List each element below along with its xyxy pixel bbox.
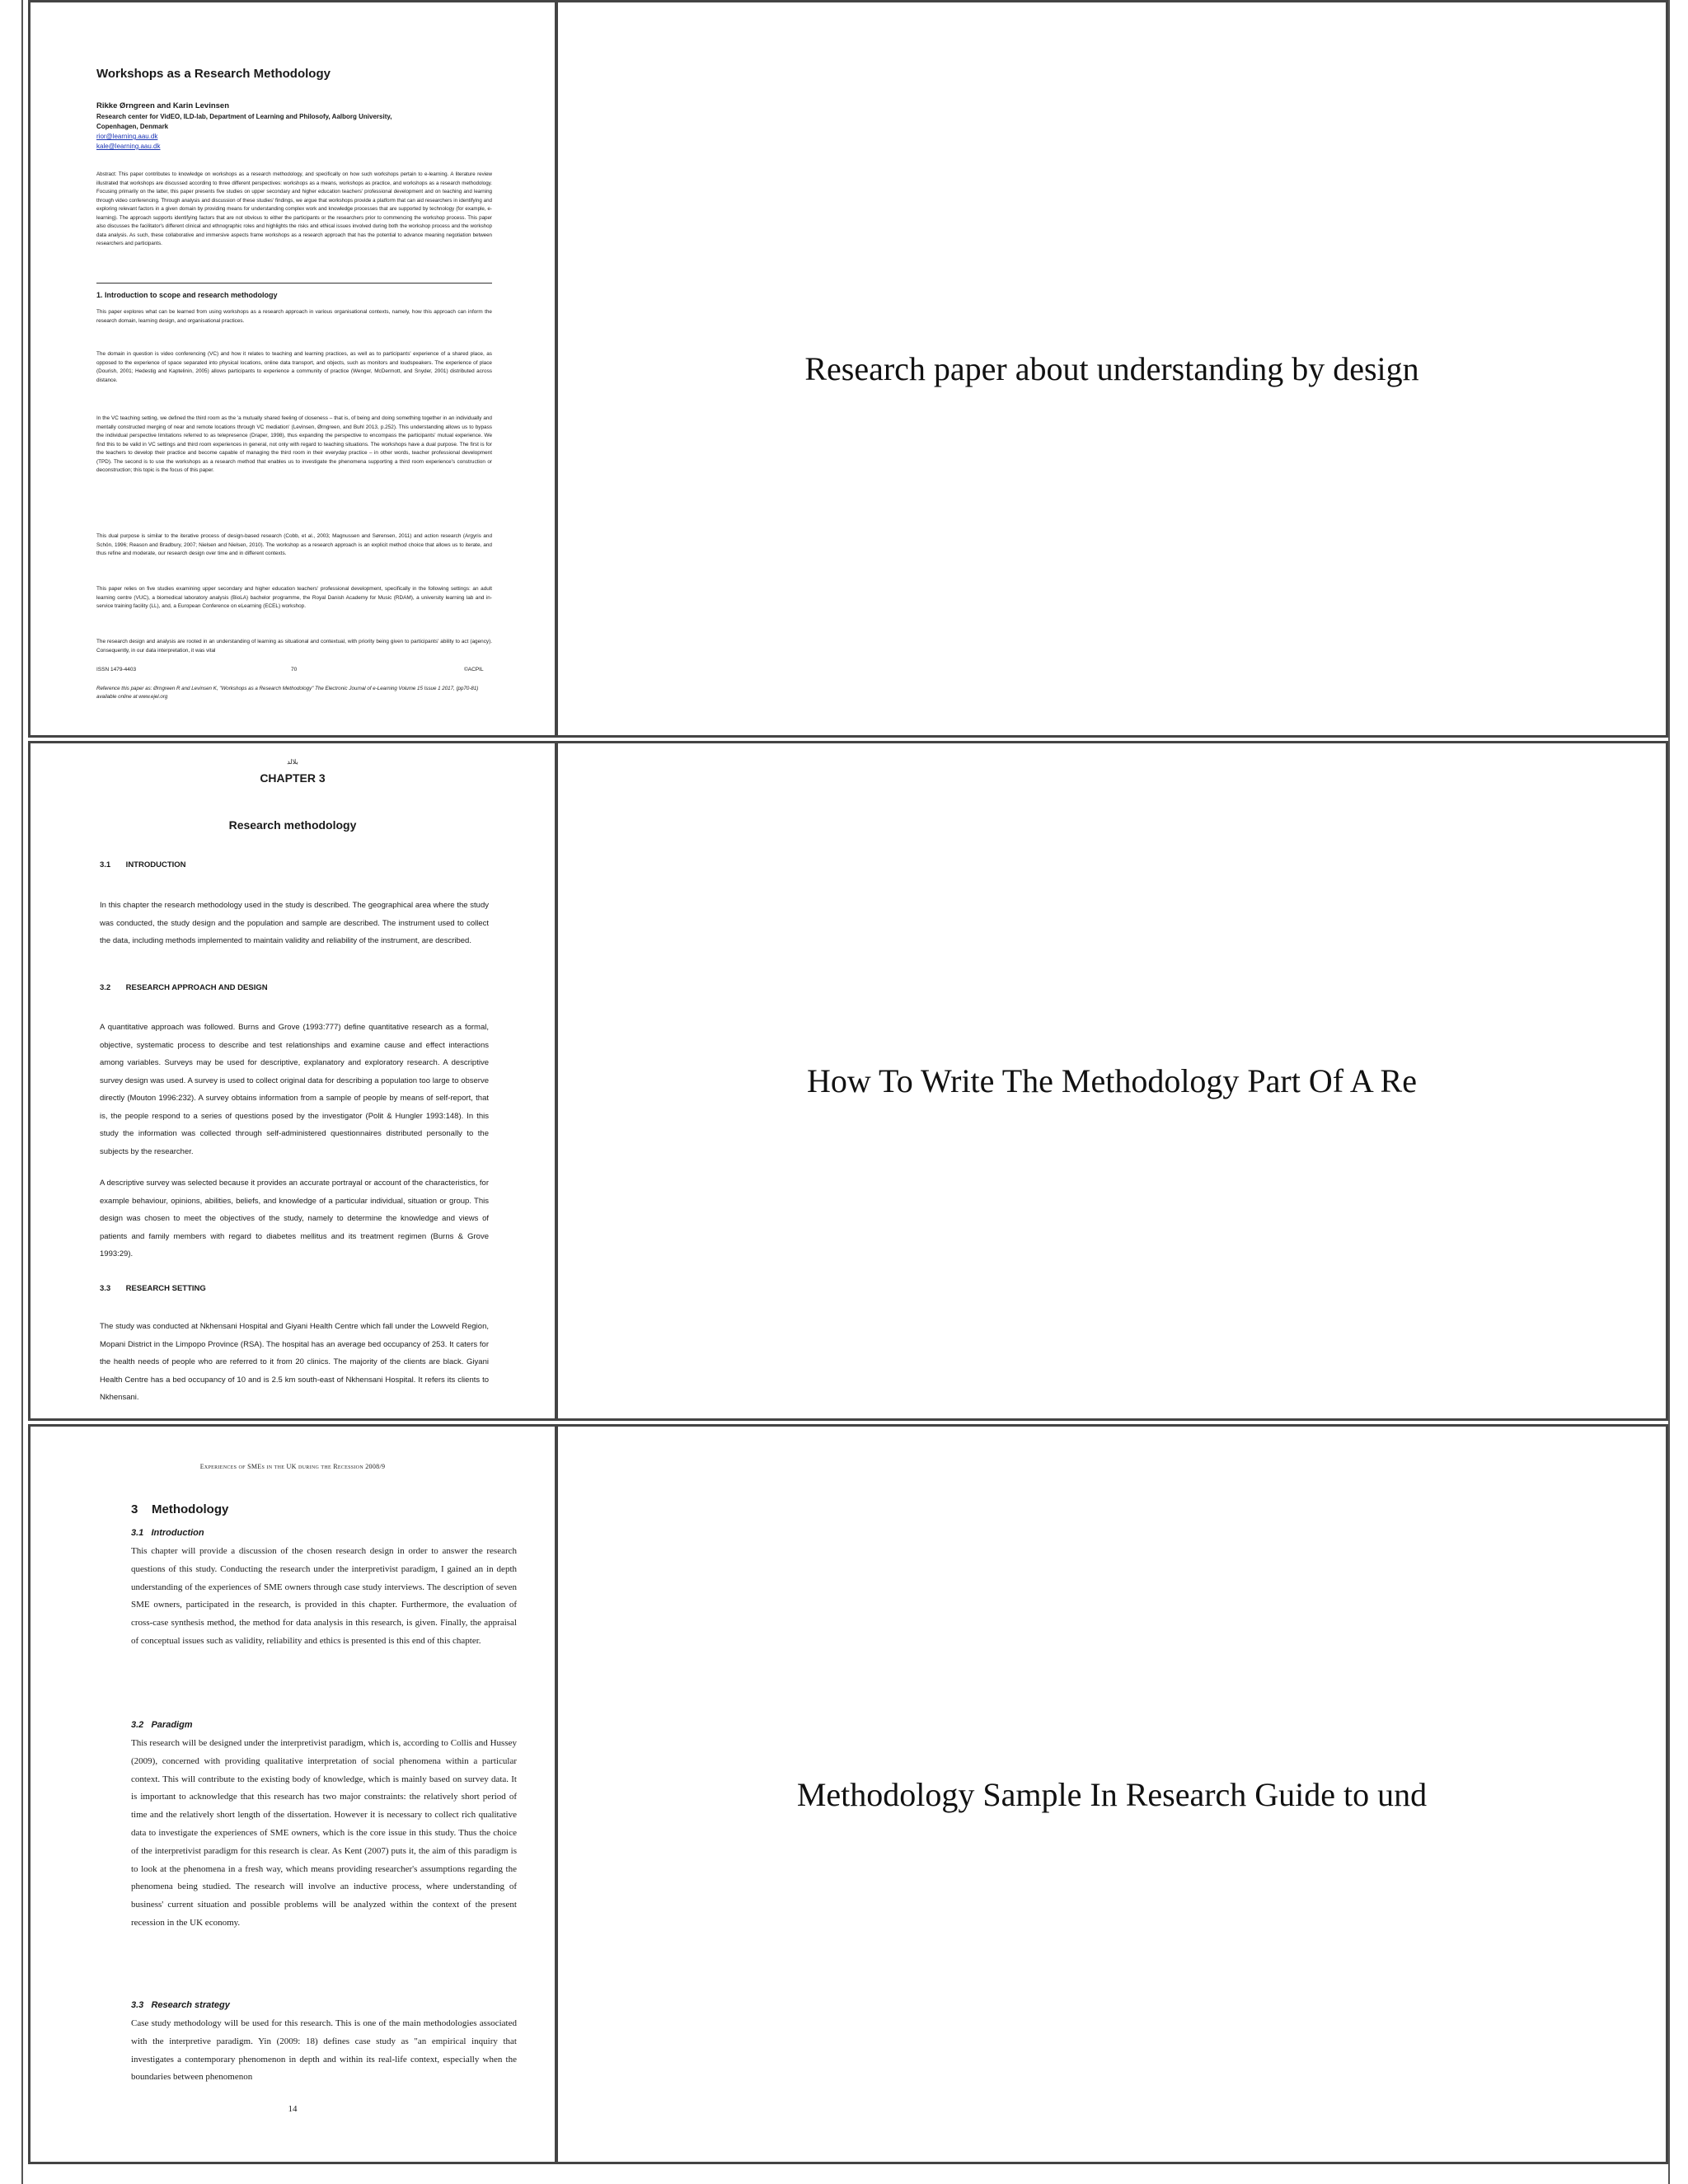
doc-paragraph: A descriptive survey was selected because it provides an accurate portrayal or account of the characteristics, for example behaviour, opinions, abilities, beliefs, and knowledge of a particular individual, situation or group. This design was chosen to meet the objectives of the study, namely to determine the knowledge and views of patients and family members with regard to diabetes mellitus and its treatment regimen (Burns & Grove 1993:29). <box>100 1179 489 1258</box>
doc-email-link[interactable]: rior@learning.aau.dk <box>96 133 158 140</box>
document-thumbnail-workshops <box>30 2 555 735</box>
thumbnail-caption[interactable]: Methodology Sample In Research Guide to und <box>796 1775 1428 1813</box>
doc-running-head: Experiences of SMEs in the UK during the Recession 2008/9 <box>199 1463 386 1470</box>
doc-page-number: 14 <box>288 2104 298 2114</box>
thumbnail-cell-2[interactable] <box>28 741 557 1421</box>
doc-affiliation-city: Copenhagen, Denmark <box>96 123 169 130</box>
document-thumbnail-chapter3 <box>30 743 555 1418</box>
doc-section-heading: 3.3 RESEARCH SETTING <box>100 1284 206 1293</box>
doc-reference: Reference this paper as: Ørngreen R and Levinsen K, "Workshops as a Research Methodology" The Electronic Journal of e-Learning Volume 15 Issue 1 2017, (pp70-81) available online at www.ejel.org <box>96 686 479 700</box>
doc-paragraph: A quantitative approach was followed. Burns and Grove (1993:777) define quantitative research as a formal, objective, systematic process to describe and test relationships and examine cause and effect interactions among variables. Surveys may be used for descriptive, explanatory and exploratory research. A descriptive survey design was used. A survey is used to collect original data for describing a population too large to observe directly (Mouton 1996:232). A survey obtains information from a sample of people by means of self-report, that is, the people respond to a series of questions posed by the investigator (Polit & Hungler 1993:148). In this study the information was collected through self-administered questionnaires distributed personally to the subjects by the researcher. <box>100 1023 489 1156</box>
doc-title: 3 Methodology <box>131 1502 229 1516</box>
doc-paragraph: This research will be designed under the interpretivist paradigm, which is, according to Collis and Hussey (2009), concerned with providing qualitative interpretation of social phenomena within a particular context. This will contribute to the existing body of knowledge, which is mainly based on survey data. It is important to acknowledge that this research has two major constraints: the relatively short period of time and the relatively short length of the dissertation. However it is necessary to collect rich qualitative data to investigate the experiences of SME owners, which is the core issue in this study. Thus the choice of the interpretivist paradigm for this research is clear. As Kent (2007) puts it, the aim of this paradigm is to look at the phenomena in a fresh way, which means providing researcher's assumptions regarding the phenomena being studied. The research will involve an inductive process, where understanding of business' current situation and possible problems will be analyzed within the context of the present recession in the UK economy. <box>131 1738 517 1928</box>
doc-affiliation: Research center for VidEO, ILD-lab, Department of Learning and Philosofy, Aalborg University, <box>96 113 392 120</box>
doc-footer-page: 70 <box>291 667 298 673</box>
doc-paragraph: Case study methodology will be used for this research. This is one of the main methodologies associated with the interpretive paradigm. Yin (2009: 18) defines case study as "an empirical inquiry that investigates a contemporary phenomenon in depth and within its real-life context, especially when the boundaries between phenomenon <box>131 2018 517 2083</box>
doc-title: Workshops as a Research Methodology <box>96 67 331 81</box>
doc-abstract: Abstract: This paper contributes to knowledge on workshops as a research methodology, and specifically on how such workshops pertain to e-learning. A literature review illustrated that workshops are discussed according to three different perspectives: workshops as a means, workshops as practice, and workshops as a research methodology. Focusing primarily on the latter, this paper presents five studies on upper secondary and higher education teachers' professional development and on teaching and learning through video conferencing. Through analysis and discussion of these studies' findings, we argue that workshops provide a platform that can aid researchers in identifying and exploring relevant factors in a given domain by providing means for understanding complex work and knowledge processes that are supported by technology (for example, e-learning). The approach supports identifying factors that are not obvious to either the participants or the researchers prior to commencing the workshop process. This paper also discusses the facilitator's different clinical and ethnographic roles and highlights the risks and ethical issues involved during both the workshop process and the workshop data analysis. As such, these collaborative and immersive aspects frame workshops as a research approach that has the potential to advance meaning negotiation between researchers and participants. <box>96 171 492 246</box>
thumbnail-cell-3[interactable] <box>28 1424 557 2164</box>
doc-section-heading: 3.1 Introduction <box>131 1528 204 1538</box>
doc-paragraph: This paper explores what can be learned from using workshops as a research approach in various organisational contexts, namely, how this approach can inform the research domain, learning design, and organisational practices. <box>96 309 492 324</box>
caption-cell-2[interactable] <box>556 741 1668 1421</box>
gallery-frame <box>21 0 1670 2184</box>
doc-section-heading: 1. Introduction to scope and research methodology <box>96 291 278 299</box>
doc-chapter-label: CHAPTER 3 <box>260 771 326 785</box>
doc-abstract-rule <box>96 283 492 284</box>
doc-paragraph: In this chapter the research methodology used in the study is described. The geographical area where the study was conducted, the study design and the population and sample are described. The instrument used to collect the data, including methods implemented to maintain validity and reliability of the instrument, are described. <box>100 901 489 945</box>
thumbnail-caption[interactable]: How To Write The Methodology Part Of A Re <box>807 1062 1417 1099</box>
thumbnail-caption[interactable]: Research paper about understanding by design <box>804 350 1419 387</box>
doc-section-heading: 3.2 RESEARCH APPROACH AND DESIGN <box>100 983 268 992</box>
doc-section-heading: 3.1 INTRODUCTION <box>100 860 186 869</box>
doc-section-heading: 3.3 Research strategy <box>131 2000 230 2010</box>
doc-top-mark: بلالد <box>287 758 298 766</box>
caption-cell-3[interactable] <box>556 1424 1668 2164</box>
doc-paragraph: This paper relies on five studies examining upper secondary and higher education teachers' professional development, specifically in the following settings: an adult learning centre (VUC), a biomedical laboratory analysis (BioLA) bachelor programme, the Royal Danish Academy for Music (RDAM), a university learning lab and in-service training facility (LL), and, a European Conference on eLearning (ECEL) workshop. <box>96 586 492 609</box>
doc-title: Research methodology <box>228 818 357 832</box>
doc-section-heading: 3.2 Paradigm <box>131 1720 193 1730</box>
doc-paragraph: In the VC teaching setting, we defined the third room as the 'a mutually shared feeling of closeness – that is, of being and doing something together in an individually and mentally constructed merging of near and remote locations through VC mediation' (Levinsen, Ørngreen, and Buhl 2013, p.252). This understanding allows us to bypass the individual perspective limitations referred to as telepresence (Draper, 1998), thus expanding the perspective to encompass the participants' mutual experience. We find this to be valid in VC settings and third room experiences in general, not only with regard to teaching situations. The workshops have a dual purpose. The first is for the teachers to develop their practice and become capable of managing the third room in their everyday practice – in other words, teacher professional development (TPD). The second is to use the workshops as a research method that enables us to investigate the phenomena supporting a third room experience's construction or deconstruction; this topic is the focus of this paper. <box>96 415 492 473</box>
thumbnail-cell-1[interactable] <box>28 0 557 738</box>
doc-footer-issn: ISSN 1479-4403 <box>96 667 137 673</box>
doc-email-link[interactable]: kale@learning.aau.dk <box>96 143 161 150</box>
caption-cell-1[interactable] <box>556 0 1668 738</box>
document-thumbnail-sme-methodology <box>30 1427 555 2162</box>
doc-footer-copyright: ©ACPIL <box>464 667 484 673</box>
doc-paragraph: The study was conducted at Nkhensani Hospital and Giyani Health Centre which fall under the Lowveld Region, Mopani District in the Limpopo Province (RSA). The hospital has an average bed occupancy of 253. It caters for the health needs of people who are referred to it from 20 clinics. The majority of the clients are black. Giyani Health Centre has a bed occupancy of 10 and is 2.5 km south-east of Nkhensani Hospital. It refers its clients to Nkhensani. <box>100 1322 489 1402</box>
doc-paragraph: This chapter will provide a discussion of the chosen research design in order to answer the research questions of this study. Conducting the research under the interpretivist paradigm, I gained an in depth understanding of the experiences of SME owners through case study interviews. The description of seven SME owners, participated in the research, is provided in this chapter. Furthermore, the evaluation of cross-case synthesis method, the method for data analysis in this research, is given. Finally, the appraisal of conceptual issues such as validity, reliability and ethics is presented is this end of this chapter. <box>131 1546 517 1646</box>
doc-authors: Rikke Ørngreen and Karin Levinsen <box>96 101 230 110</box>
doc-paragraph: The research design and analysis are rooted in an understanding of learning as situational and contextual, with priority being given to participants' ability to act (agency). Consequently, in our data interpretation, it was vital <box>96 639 492 654</box>
doc-paragraph: The domain in question is video conferencing (VC) and how it relates to teaching and learning practices, as well as to participants' experience of a shared place, as opposed to the experience of space separated into physical locations, online data transport, and objects, such as monitors and loudspeakers. The experience of place (Dourish, 2001; Hedestig and Kaptelinin, 2005) allows participants to experience a community of practice (Wenger, McDermott, and Snyder, 2001) distributed across distance. <box>96 351 492 383</box>
doc-paragraph: This dual purpose is similar to the iterative process of design-based research (Cobb, et al., 2003; Magnussen and Sørensen, 2011) and action research (Argyris and Schön, 1996; Reason and Bradbury, 2007; Nielsen and Nielsen, 2010). The workshop as a research approach is an explicit method choice that allows us to iterate, and thus refine and moderate, our research design over time and in different contexts. <box>96 533 492 556</box>
